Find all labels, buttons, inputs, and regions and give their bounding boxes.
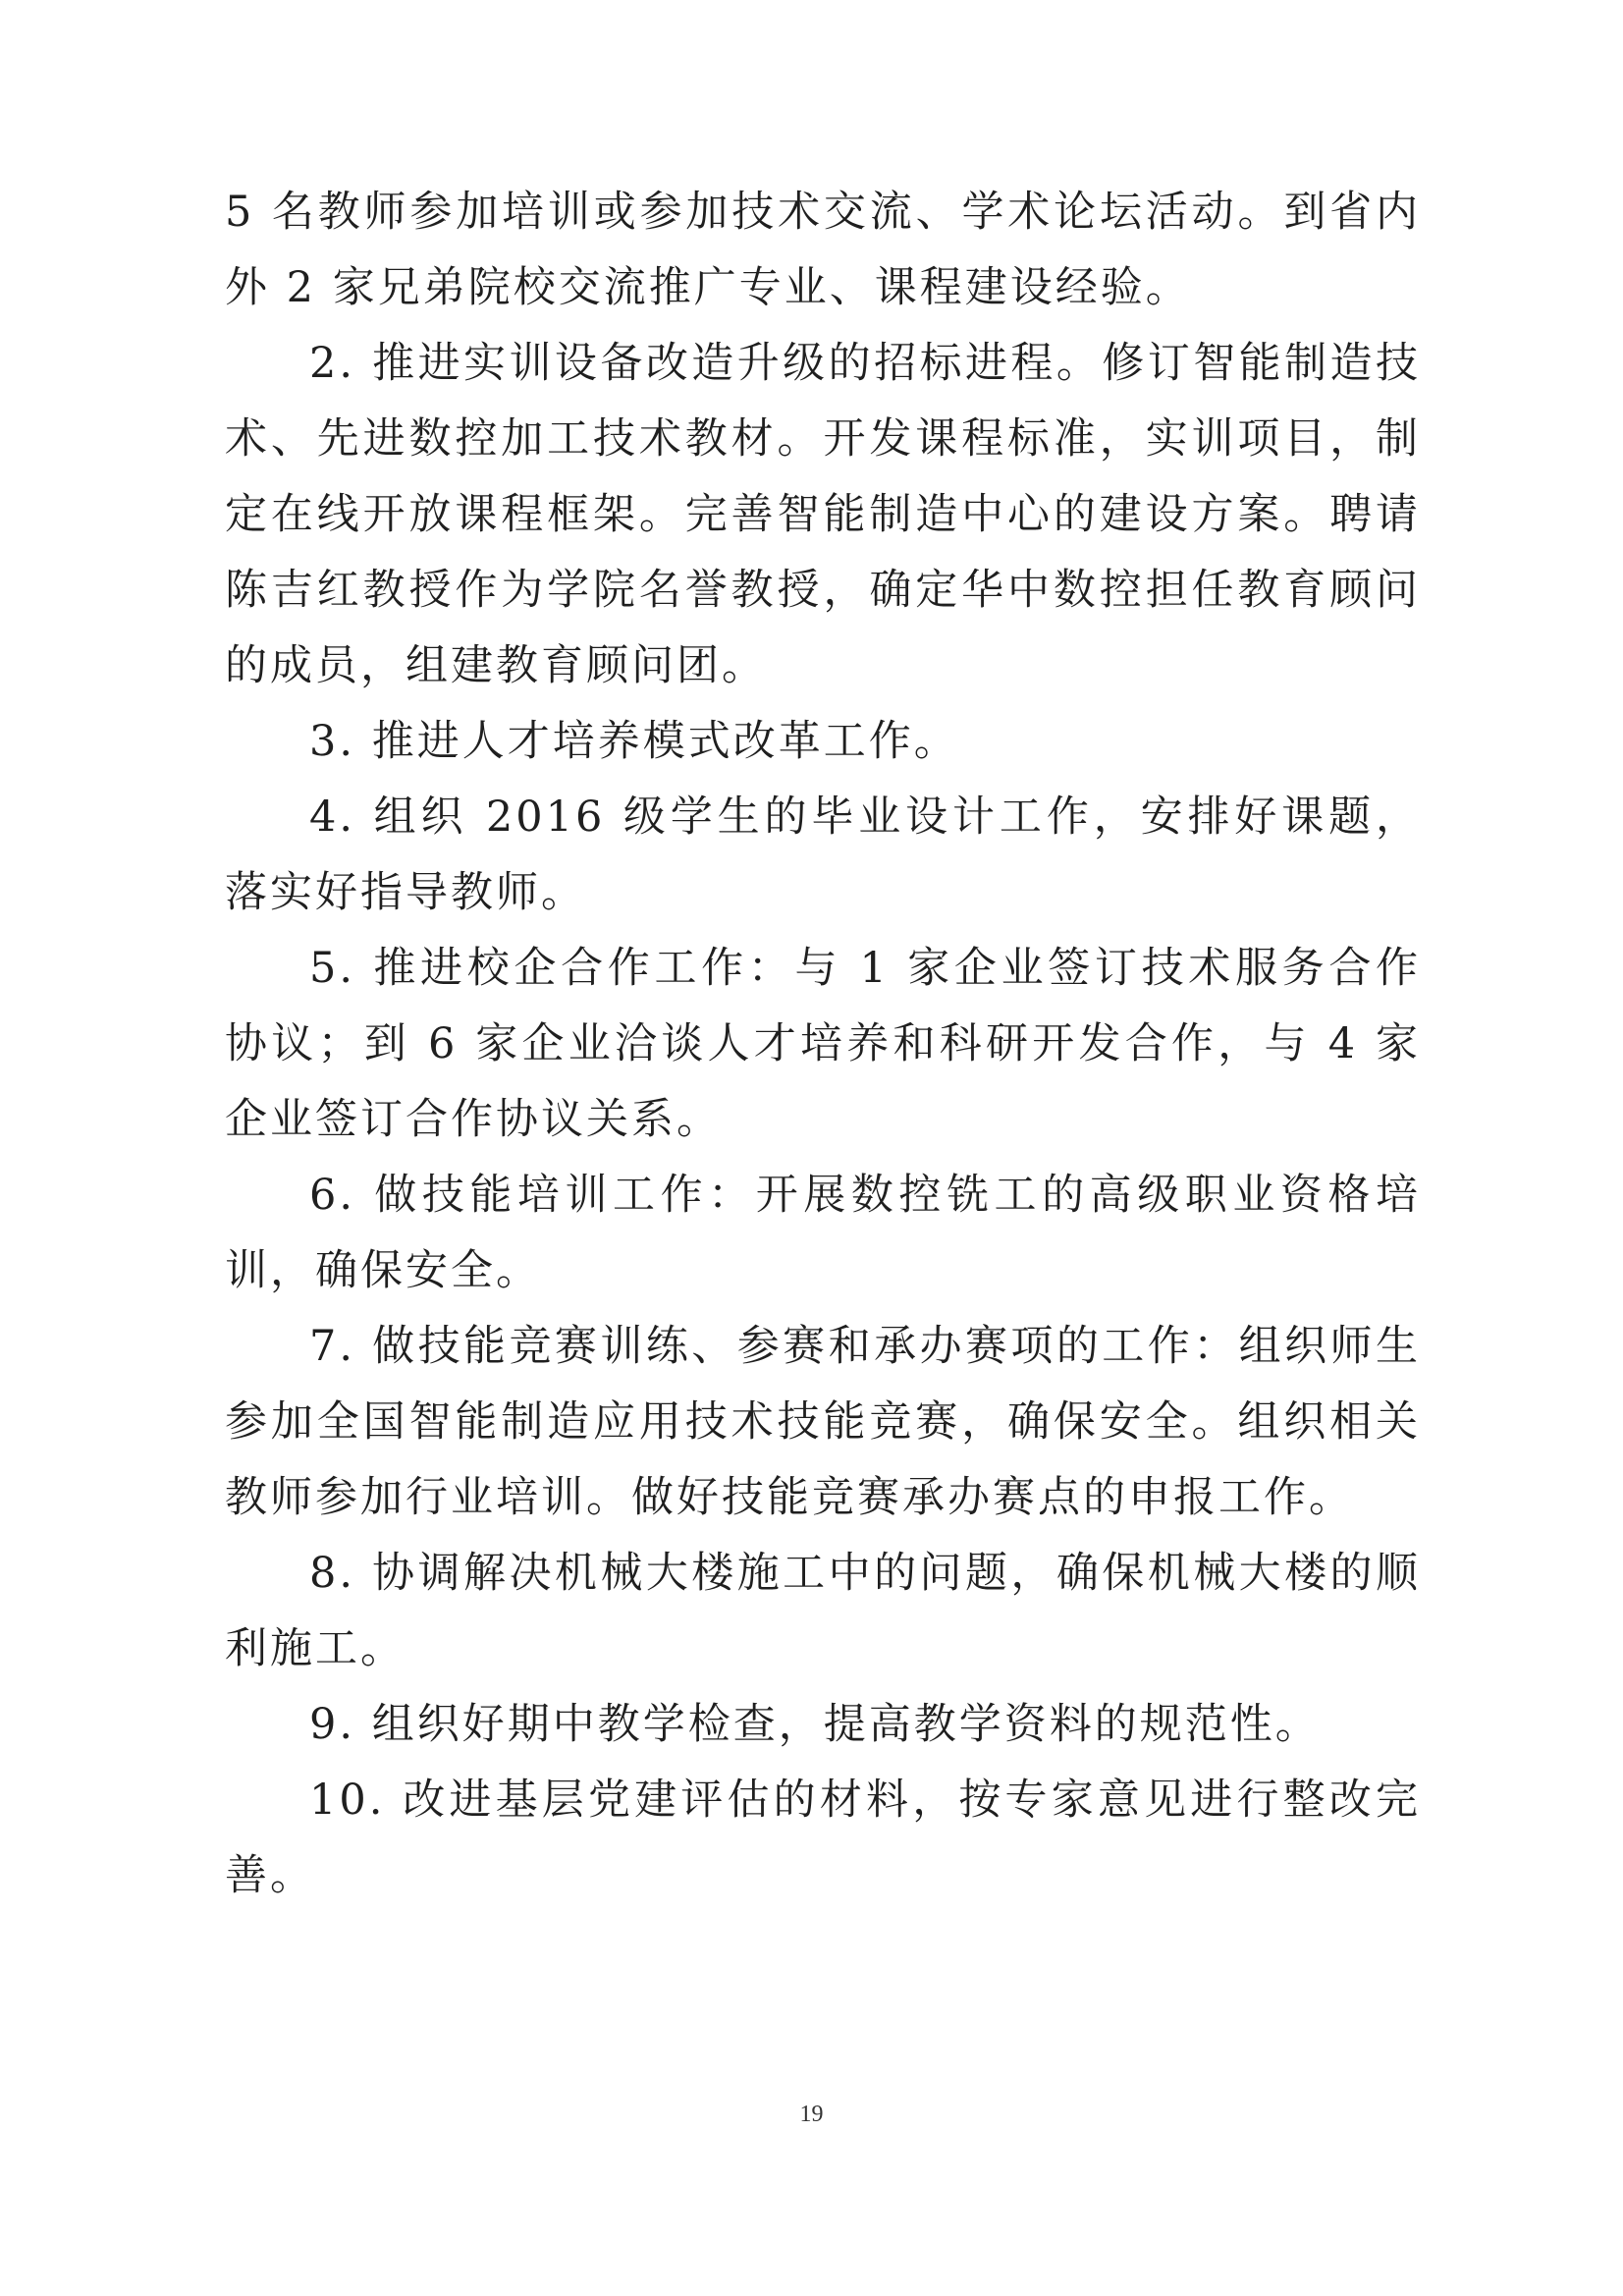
paragraph-item-6: 6. 做技能培训工作：开展数控铣工的高级职业资格培训，确保安全。 bbox=[225, 1171, 1421, 1295]
paragraph-item-2: 2. 推进实训设备改造升级的招标进程。修订智能制造技术、先进数控加工技术教材。开发课程标准，实训项目，制定在线开放课程框架。完善智能制造中心的建设方案。聘请陈吉红教授作为学院名誉教授，确定华中数控担任教育顾问的成员，组建教育顾问团。 bbox=[225, 339, 1421, 690]
paragraph-item-3: 3. 推进人才培养模式改革工作。 bbox=[309, 717, 959, 766]
paragraph-item-4: 4. 组织 2016 级学生的毕业设计工作，安排好课题，落实好指导教师。 bbox=[225, 793, 1421, 917]
paragraph-item-10: 10. 改进基层党建评估的材料，按专家意见进行整改完善。 bbox=[225, 1776, 1421, 1900]
paragraph-item-9: 9. 组织好期中教学检查，提高教学资料的规范性。 bbox=[309, 1700, 1321, 1749]
paragraph-item-8: 8. 协调解决机械大楼施工中的问题，确保机械大楼的顺利施工。 bbox=[225, 1549, 1421, 1673]
paragraph-continuation: 5 名教师参加培训或参加技术交流、学术论坛活动。到省内外 2 家兄弟院校交流推广专业、课程建设经验。 bbox=[225, 188, 1421, 312]
paragraph-item-7: 7. 做技能竞赛训练、参赛和承办赛项的工作：组织师生参加全国智能制造应用技术技能竞赛，确保安全。组织相关教师参加行业培训。做好技能竞赛承办赛点的申报工作。 bbox=[225, 1322, 1421, 1522]
paragraph-item-5: 5. 推进校企合作工作：与 1 家企业签订技术服务合作协议；到 6 家企业洽谈人才培养和科研开发合作，与 4 家企业签订合作协议关系。 bbox=[225, 944, 1421, 1144]
body-text bbox=[225, 175, 1421, 1914]
page-number: 19 bbox=[799, 2102, 824, 2127]
